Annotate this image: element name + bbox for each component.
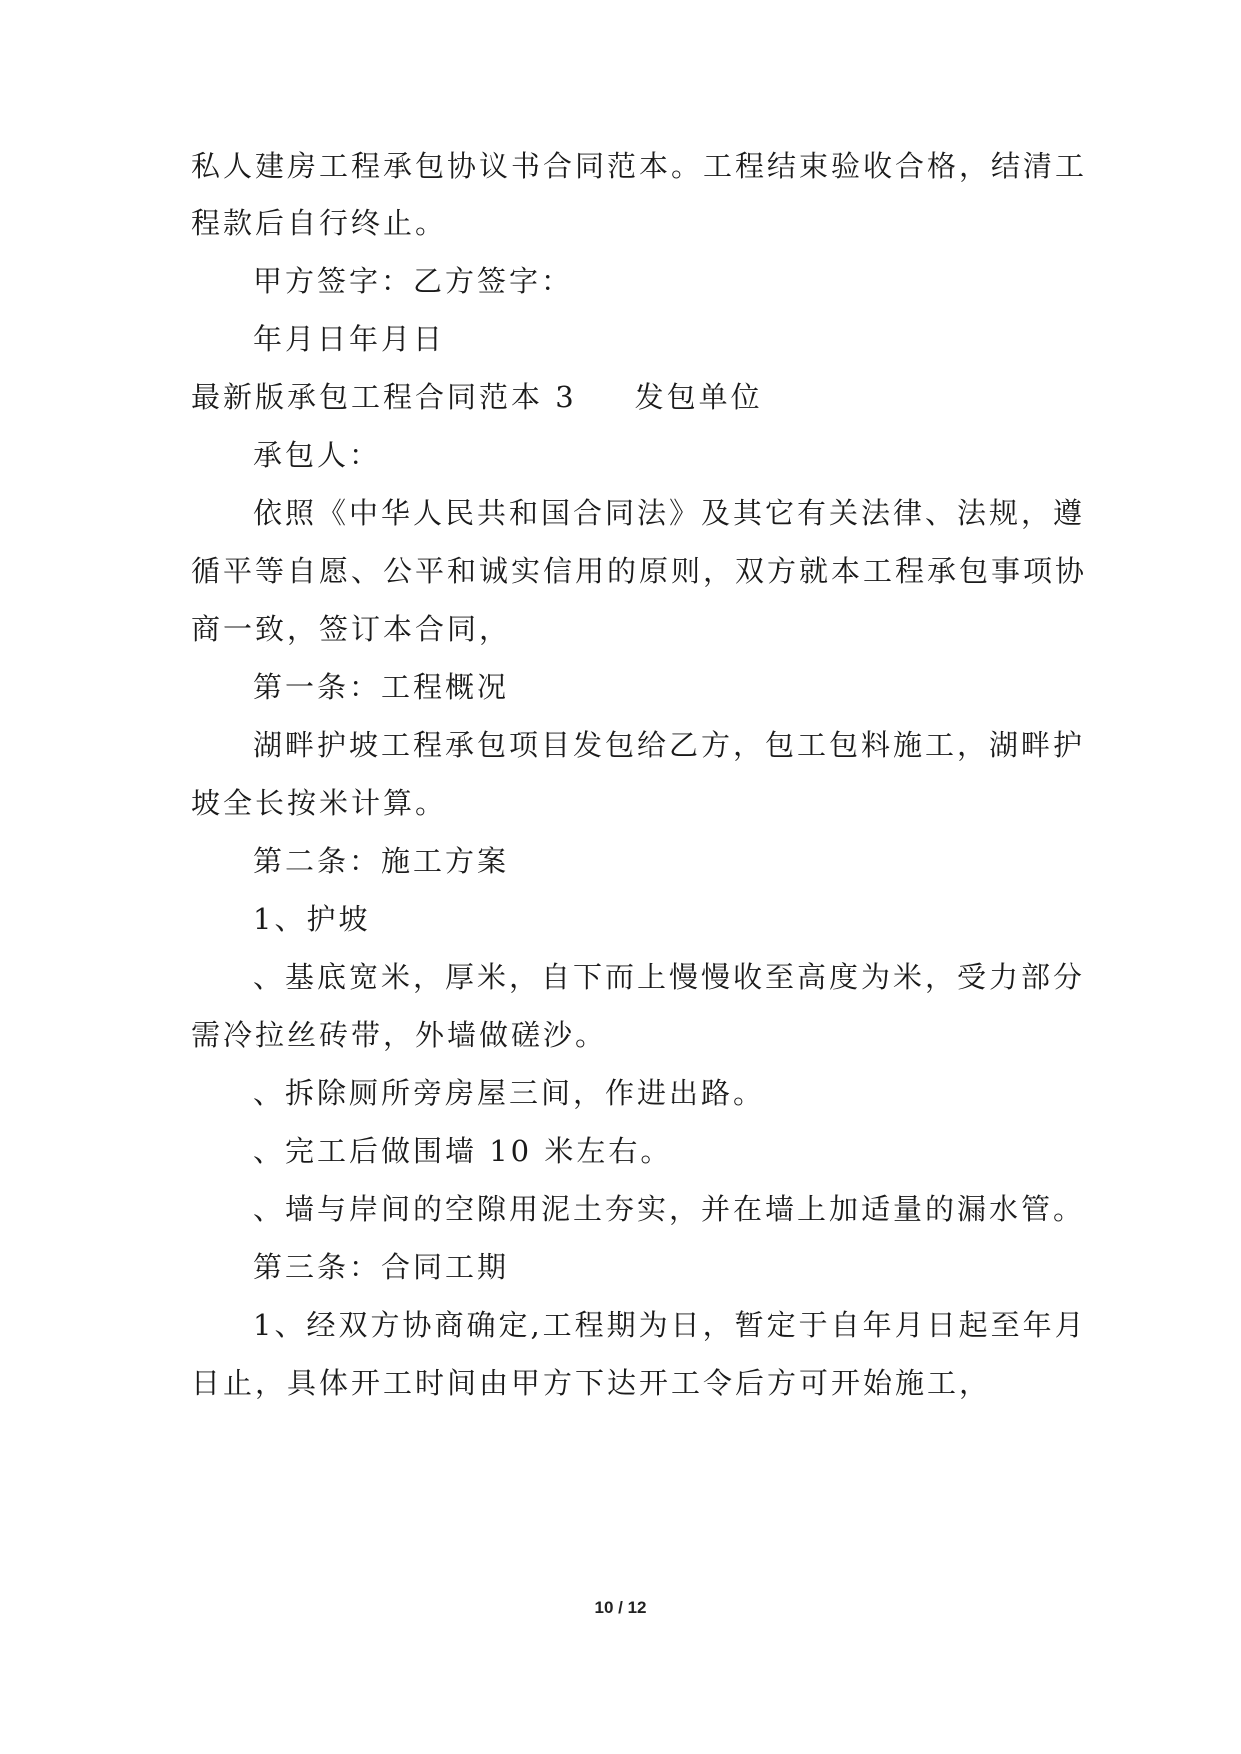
date-line: 年月日年月日: [253, 322, 446, 356]
paragraph-line: 1、经双方协商确定,工程期为日，暂定于自年月日起至年月: [253, 1308, 1087, 1342]
paragraph-line: 湖畔护坡工程承包项目发包给乙方，包工包料施工，湖畔护: [253, 728, 1086, 762]
paragraph-line: 承包人：: [253, 438, 382, 472]
list-item: 、墙与岸间的空隙用泥土夯实，并在墙上加适量的漏水管。: [253, 1192, 1086, 1226]
paragraph-line: 需冷拉丝砖带，外墙做磋沙。: [191, 1018, 608, 1052]
article-heading: 第一条：工程概况: [253, 670, 510, 704]
paragraph-line: 商一致，签订本合同，: [191, 612, 512, 646]
paragraph-line: 循平等自愿、公平和诚实信用的原则，双方就本工程承包事项协: [191, 554, 1088, 588]
section-heading-extra: 发包单位: [634, 380, 763, 414]
list-item: 、完工后做围墙 10 米左右。: [253, 1134, 673, 1168]
paragraph-line: 私人建房工程承包协议书合同范本。工程结束验收合格，结清工: [191, 149, 1088, 183]
article-heading: 第二条：施工方案: [253, 844, 510, 878]
article-heading: 第三条：合同工期: [253, 1250, 510, 1284]
list-item: 、拆除厕所旁房屋三间，作进出路。: [253, 1076, 766, 1110]
page-number: 10 / 12: [594, 1598, 647, 1617]
paragraph-line: 坡全长按米计算。: [191, 786, 448, 820]
section-title: 最新版承包工程合同范本 3: [191, 380, 577, 414]
list-item: 1、护坡: [253, 902, 371, 936]
paragraph-line: 程款后自行终止。: [191, 206, 448, 240]
paragraph-line: 依照《中华人民共和国合同法》及其它有关法律、法规，遵: [253, 496, 1086, 530]
section-heading: [191, 377, 763, 417]
signature-line: 甲方签字：乙方签字：: [253, 264, 574, 298]
list-item: 、基底宽米，厚米，自下而上慢慢收至高度为米，受力部分: [253, 960, 1086, 994]
paragraph-line: 日止，具体开工时间由甲方下达开工令后方可开始施工，: [191, 1366, 992, 1400]
